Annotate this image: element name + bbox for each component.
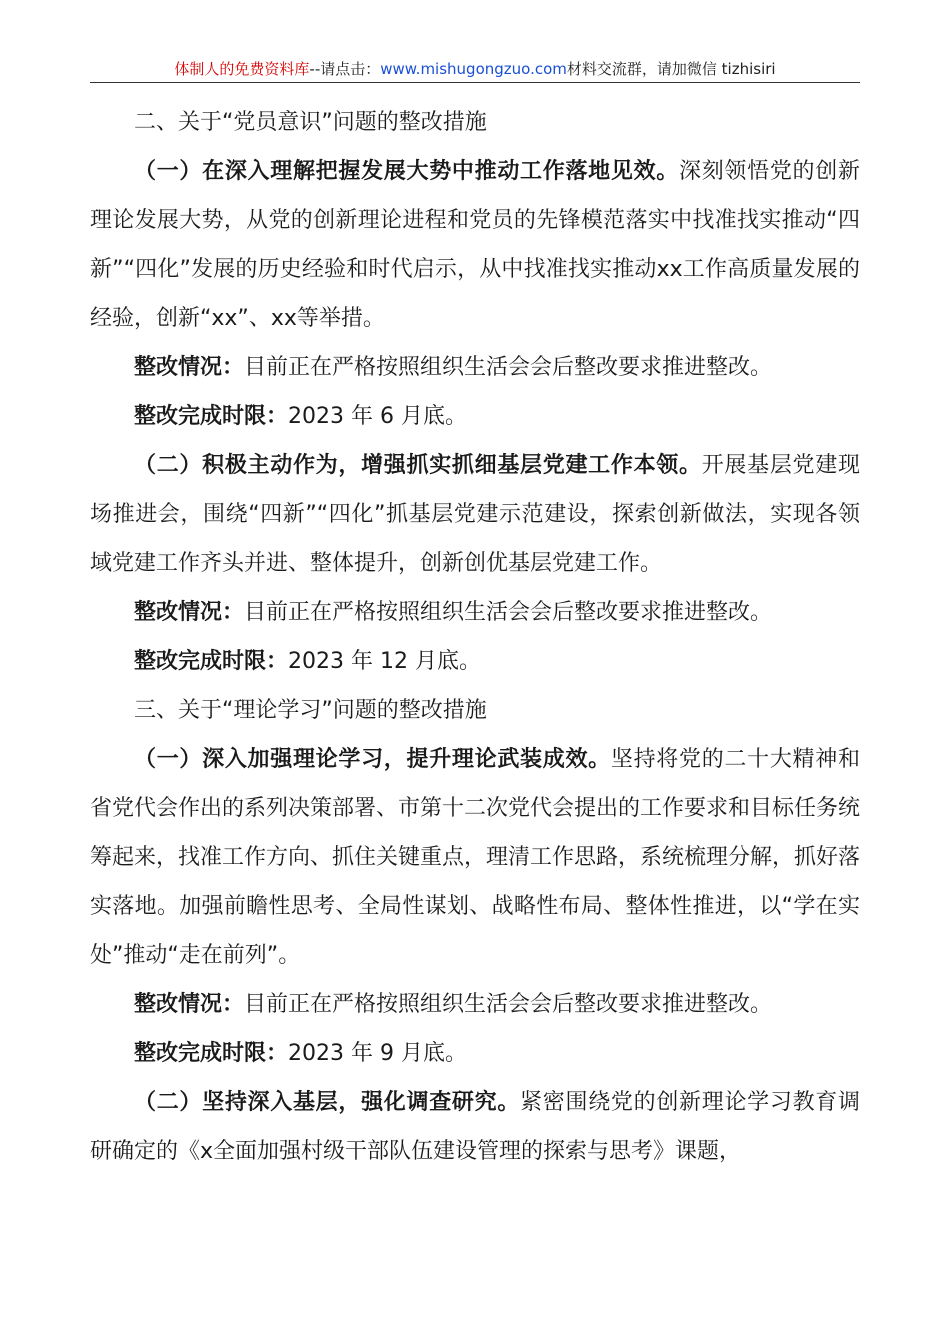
paragraph-title: （二）坚持深入基层，强化调查研究。 (134, 1090, 521, 1115)
status-text: 目前正在严格按照组织生活会会后整改要求推进整改。 (244, 992, 773, 1017)
deadline-line (90, 1029, 860, 1078)
header-suffix: 材料交流群，请加微信 tizhisiri (566, 60, 776, 78)
website-link[interactable]: www.mishugongzuo.com (380, 60, 567, 78)
paragraph-body: 深刻领悟党的创新理论发展大势，从党的创新理论进程和党员的先锋模范落实中找准找实推动“四新”“四化”发展的历史经验和时代启示，从中找准找实推动xx工作高质量发展的经验，创新“xx”、xx等举措。 (90, 159, 860, 331)
paragraph-body: 紧密围绕党的创新理论学习教育调研确定的《x全面加强村级干部队伍建设管理的探索与思考》课题， (90, 1090, 860, 1164)
document-body (90, 98, 860, 1176)
deadline-label: 整改完成时限： (134, 649, 289, 674)
status-label: 整改情况： (134, 992, 245, 1017)
deadline-line (90, 637, 860, 686)
status-line (90, 588, 860, 637)
status-text: 目前正在严格按照组织生活会会后整改要求推进整改。 (244, 355, 773, 380)
deadline-line (90, 392, 860, 441)
status-line (90, 980, 860, 1029)
deadline-text: 2023 年 12 月底。 (288, 649, 481, 674)
deadline-label: 整改完成时限： (134, 1041, 289, 1066)
deadline-text: 2023 年 6 月底。 (288, 404, 467, 429)
page-header (90, 58, 860, 80)
paragraph-body: 开展基层党建现场推进会，围绕“四新”“四化”抓基层党建示范建设，探索创新做法，实现各领域党建工作齐头并进、整体提升，创新创优基层党建工作。 (90, 453, 860, 576)
paragraph-body: 坚持将党的二十大精神和省党代会作出的系列决策部署、市第十二次党代会提出的工作要求和目标任务统筹起来，找准工作方向、抓住关键重点，理清工作思路，系统梳理分解，抓好落实落地。加强前瞻性思考、全局性谋划、战略性布局、整体性推进，以“学在实处”推动“走在前列”。 (90, 747, 861, 968)
deadline-label: 整改完成时限： (134, 404, 289, 429)
paragraph (90, 735, 860, 980)
paragraph (90, 1078, 860, 1176)
header-prompt: --请点击： (309, 60, 381, 78)
paragraph-title: （一）深入加强理论学习，提升理论武装成效。 (134, 747, 611, 772)
section-heading: 二、关于“党员意识”问题的整改措施 (134, 110, 487, 135)
paragraph-title: （二）积极主动作为，增强抓实抓细基层党建工作本领。 (134, 453, 702, 478)
deadline-text: 2023 年 9 月底。 (288, 1041, 467, 1066)
brand-text: 体制人的免费资料库 (174, 60, 310, 78)
paragraph (90, 147, 860, 343)
status-line (90, 343, 860, 392)
status-label: 整改情况： (134, 355, 245, 380)
status-label: 整改情况： (134, 600, 245, 625)
paragraph (90, 441, 860, 588)
status-text: 目前正在严格按照组织生活会会后整改要求推进整改。 (244, 600, 773, 625)
section-heading: 三、关于“理论学习”问题的整改措施 (134, 698, 487, 723)
paragraph-title: （一）在深入理解把握发展大势中推动工作落地见效。 (134, 159, 680, 184)
header-divider (90, 82, 860, 83)
